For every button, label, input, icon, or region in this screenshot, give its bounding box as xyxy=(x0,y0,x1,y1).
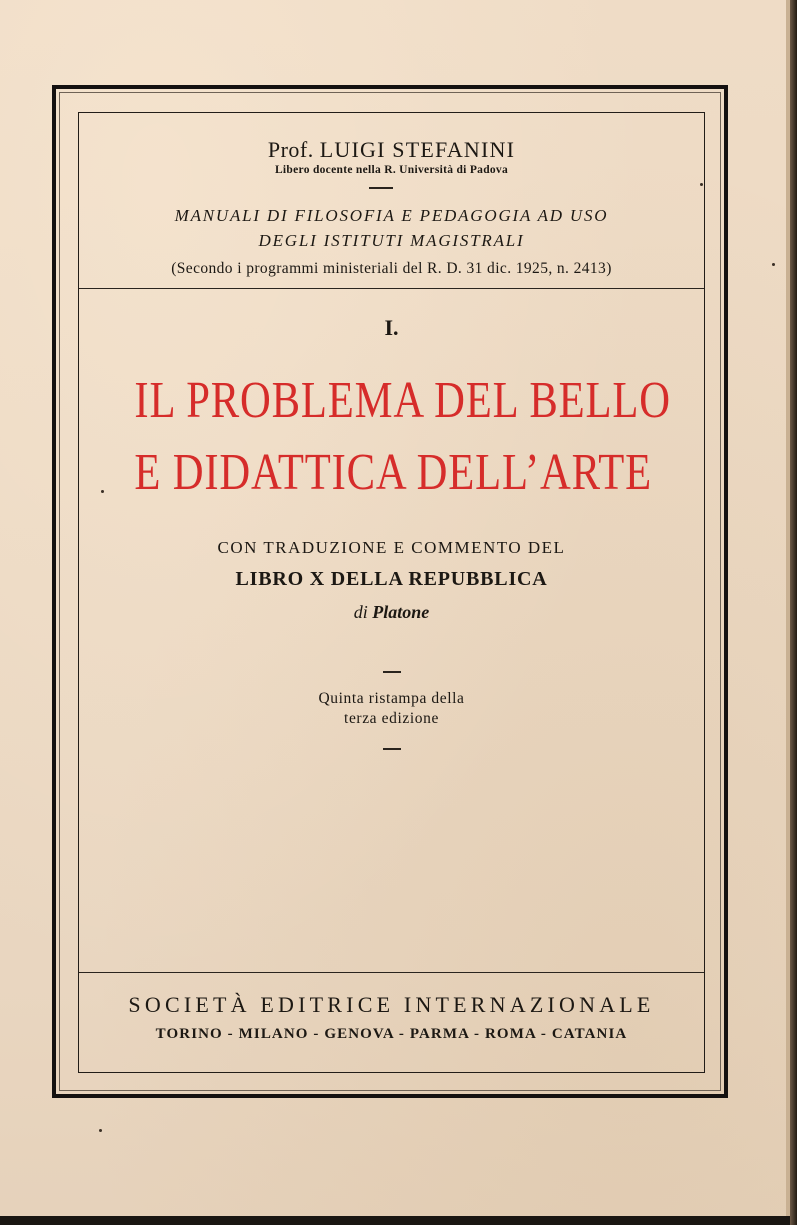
publisher-name: SOCIETÀ EDITRICE INTERNAZIONALE xyxy=(128,992,655,1017)
author-line xyxy=(78,137,705,163)
header-divider xyxy=(79,288,704,289)
author-affiliation: Libero docente nella R. Università di Padova xyxy=(274,164,509,176)
volume-number: I. xyxy=(384,315,399,340)
subtitle-line-3 xyxy=(78,602,705,623)
subtitle-line-2: LIBRO X DELLA REPUBBLICA xyxy=(235,568,548,590)
paper-speck xyxy=(772,263,775,266)
paper-speck xyxy=(99,1129,102,1132)
edition-divider-top xyxy=(383,671,401,673)
edition-line-1: Quinta ristampa della xyxy=(318,690,465,707)
subtitle-line-1: CON TRADUZIONE E COMMENTO DEL xyxy=(217,538,566,557)
subtitle-prefix: di xyxy=(353,602,368,622)
edition-line-2: terza edizione xyxy=(344,710,439,727)
footer-divider xyxy=(79,972,704,973)
subtitle-author: Platone xyxy=(372,602,430,622)
author-prefix: Prof. xyxy=(267,137,314,162)
paper-speck xyxy=(700,183,703,186)
edition-divider-bottom xyxy=(383,748,401,750)
inner-frame-border xyxy=(78,112,705,1073)
book-title-line-1: IL PROBLEMA DEL BELLO xyxy=(134,372,671,429)
paper-speck xyxy=(101,490,104,493)
book-title-line-2: E DIDATTICA DELL’ARTE xyxy=(134,444,653,501)
page-edge-shadow xyxy=(790,0,797,1225)
author-divider xyxy=(369,187,393,189)
author-name: LUIGI STEFANINI xyxy=(319,137,516,162)
series-line-1: MANUALI DI FILOSOFIA E PEDAGOGIA AD USO xyxy=(174,206,609,225)
edition-note xyxy=(78,689,705,729)
series-decree: (Secondo i programmi ministeriali del R. D. 31 dic. 1925, n. 2413) xyxy=(171,260,612,277)
series-title xyxy=(78,203,705,253)
publisher-cities: TORINO - MILANO - GENOVA - PARMA - ROMA - CATANIA xyxy=(155,1026,628,1042)
series-line-2: DEGLI ISTITUTI MAGISTRALI xyxy=(258,231,525,250)
